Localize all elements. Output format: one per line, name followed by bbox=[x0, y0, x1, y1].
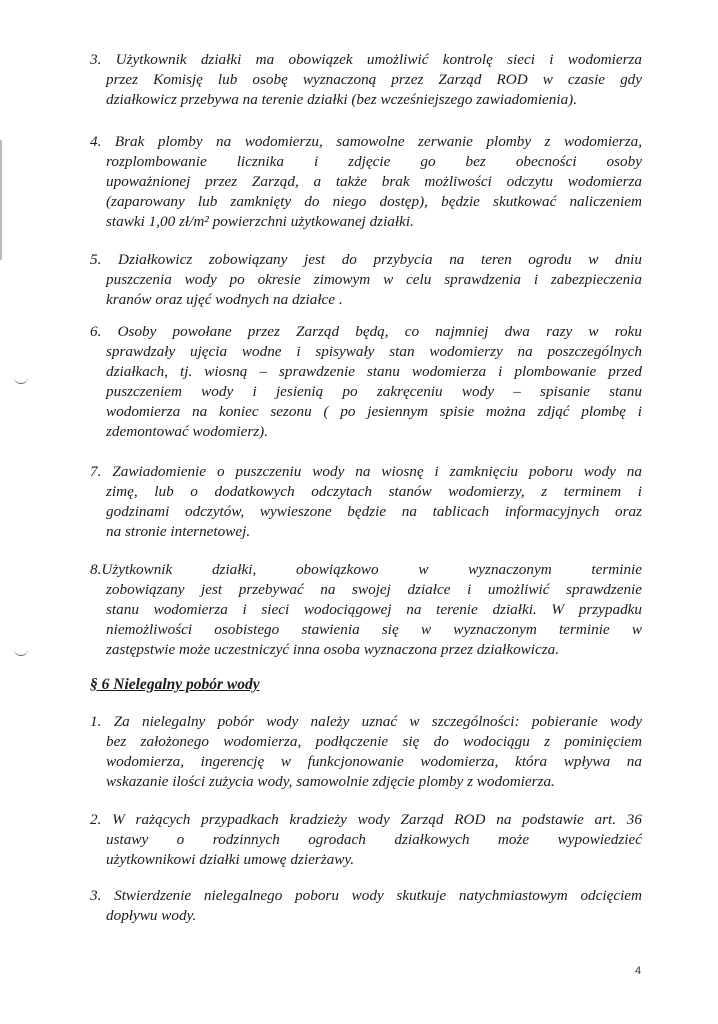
paragraph-item-4 bbox=[90, 132, 642, 232]
text-line: bez założonego wodomierza, podłączenie się do wodociągu z pominięciem bbox=[106, 733, 642, 750]
text-line: stanu wodomierza i sieci wodociągowej na terenie działki. W przypadku bbox=[106, 601, 642, 618]
text-line: 6. Osoby powołane przez Zarząd będą, co najmniej dwa razy w roku bbox=[90, 323, 642, 340]
text-line: przez Komisję lub osobę wyznaczoną przez Zarząd ROD w czasie gdy bbox=[106, 71, 642, 88]
text-line: na stronie internetowej. bbox=[106, 523, 251, 540]
text-line: sprawdzały ujęcia wodne i spisywały stan wodomierzy na poszczególnych bbox=[106, 343, 642, 360]
section-heading: § 6 Nielegalny pobór wody bbox=[90, 676, 260, 693]
text-line: wskazanie ilości zużycia wody, samowolnie zdjęcie plomby z wodomierza. bbox=[106, 773, 555, 790]
text-line: stawki 1,00 zł/m² powierzchni użytkowanej działki. bbox=[106, 213, 414, 230]
text-line: działkach, tj. wiosną – sprawdzenie stanu wodomierza i plombowanie przed bbox=[106, 363, 642, 380]
text-line: zastępstwie może uczestniczyć inna osoba wyznaczona przez działkowicza. bbox=[106, 641, 560, 658]
text-line: rozplombowanie licznika i zdjęcie go bez obecności osoby bbox=[106, 153, 642, 170]
text-line: użytkownikowi działki umowę dzierżawy. bbox=[106, 851, 355, 868]
text-line: zimę, lub o dodatkowych odczytach stanów wodomierzy, z terminem i bbox=[106, 483, 642, 500]
text-line: ustawy o rodzinnych ogrodach działkowych może wypowiedzieć bbox=[106, 831, 642, 848]
text-line: wodomierza, ingerencję w funkcjonowanie wodomierza, która wpływa na bbox=[106, 753, 642, 770]
paragraph-item-5 bbox=[90, 250, 642, 310]
text-line: upoważnionej przez Zarząd, a także brak możliwości odczytu wodomierza bbox=[106, 173, 642, 190]
paragraph-item-s6-3 bbox=[90, 886, 642, 926]
paragraph-item-s6-2 bbox=[90, 810, 642, 870]
text-line: (zaparowany lub zamknięty do niego dostęp), będzie skutkować naliczeniem bbox=[106, 193, 642, 210]
paragraph-item-7 bbox=[90, 462, 642, 542]
text-line: 1. Za nielegalny pobór wody należy uznać w szczególności: pobieranie wody bbox=[90, 713, 642, 730]
text-line: puszczeniem wody i jesienią po zakręceniu wody – spisanie stanu bbox=[106, 383, 642, 400]
scan-edge-mark bbox=[0, 140, 2, 260]
text-line: zdemontować wodomierz). bbox=[106, 423, 268, 440]
page-number: 4 bbox=[635, 965, 642, 977]
paragraph-item-3 bbox=[90, 50, 642, 110]
text-line: dopływu wody. bbox=[106, 907, 197, 924]
text-line: 3. Użytkownik działki ma obowiązek umożliwić kontrolę sieci i wodomierza bbox=[90, 51, 642, 68]
text-line: wodomierza na koniec sezonu ( po jesiennym spisie można zdjąć plombę i bbox=[106, 403, 642, 420]
text-line: działkowicz przebywa na terenie działki (bez wcześniejszego zawiadomienia). bbox=[106, 91, 578, 108]
paragraph-item-s6-1 bbox=[90, 712, 642, 792]
text-line: 8.Użytkownik działki, obowiązkowo w wyznaczonym terminie bbox=[90, 561, 642, 578]
text-line: 7. Zawiadomienie o puszczeniu wody na wiosnę i zamknięciu poboru wody na bbox=[90, 463, 642, 480]
text-line: niemożliwości osobistego stawienia się w wyznaczonym terminie w bbox=[106, 621, 642, 638]
text-line: 3. Stwierdzenie nielegalnego poboru wody skutkuje natychmiastowym odcięciem bbox=[90, 887, 642, 904]
text-line: zobowiązany jest przebywać na swojej działce i umożliwić sprawdzenie bbox=[106, 581, 642, 598]
text-line: puszczenia wody po okresie zimowym w celu sprawdzenia i zabezpieczenia bbox=[106, 271, 642, 288]
punch-hole-mark bbox=[14, 375, 28, 384]
text-line: godzinami odczytów, wywieszone będzie na tablicach informacyjnych oraz bbox=[106, 503, 642, 520]
paragraph-item-6 bbox=[90, 322, 642, 442]
punch-hole-mark bbox=[14, 647, 28, 656]
paragraph-item-8 bbox=[90, 560, 642, 660]
text-line: 5. Działkowicz zobowiązany jest do przybycia na teren ogrodu w dniu bbox=[90, 251, 642, 268]
text-line: kranów oraz ujęć wodnych na działce . bbox=[106, 291, 343, 308]
text-line: 4. Brak plomby na wodomierzu, samowolne zerwanie plomby z wodomierza, bbox=[90, 133, 642, 150]
text-line: 2. W rażących przypadkach kradzieży wody Zarząd ROD na podstawie art. 36 bbox=[90, 811, 642, 828]
